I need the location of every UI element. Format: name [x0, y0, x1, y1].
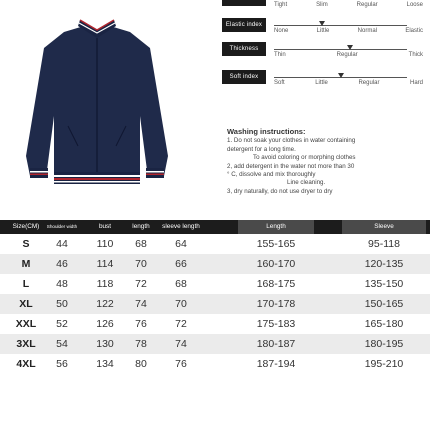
cell-length: 80	[135, 358, 147, 370]
cell-length: 78	[135, 338, 147, 350]
header-length: length	[132, 223, 150, 230]
cell-sleeve-length: 72	[175, 318, 187, 330]
index-scale-label: Loose	[406, 2, 423, 8]
table-row	[0, 334, 430, 354]
index-scale-label: Regular	[358, 80, 380, 86]
cell-size: XL	[19, 298, 33, 310]
index-scale-label: Soft	[274, 80, 285, 86]
cell-bust: 114	[96, 258, 114, 270]
cell-sleeve-length: 74	[175, 338, 187, 350]
index-scale-label: Slim	[316, 2, 328, 8]
header-shoulder: Shoulder width	[46, 224, 78, 229]
index-scale	[222, 42, 427, 66]
table-row	[0, 354, 430, 374]
cell-shoulder: 52	[56, 318, 68, 330]
cell-height: 155-165	[256, 238, 296, 250]
cell-bust: 110	[96, 238, 114, 250]
index-scale-label: Elastic	[405, 28, 423, 34]
cell-height: 180-187	[256, 338, 296, 350]
washing-line: 3, dry naturally, do not use dryer to dry	[227, 187, 333, 195]
cell-height: 187-194	[256, 358, 296, 370]
jacket-image	[22, 6, 172, 202]
cell-bust: 130	[96, 338, 114, 350]
index-scale-label: Tight	[274, 2, 288, 8]
index-scale-labels	[274, 28, 423, 34]
cell-arm: 165-180	[364, 318, 404, 330]
washing-line: 1. Do not soak your clothes in water containing	[227, 137, 356, 145]
cell-size: S	[22, 238, 30, 250]
size-table-body	[0, 234, 430, 374]
cell-arm: 150-165	[364, 298, 404, 310]
index-scale-label: Little	[315, 80, 328, 86]
header-sleeve-length: sleeve length	[162, 223, 200, 230]
washing-title: Washing instructions:	[227, 127, 306, 136]
cell-shoulder: 56	[56, 358, 68, 370]
cell-sleeve-length: 70	[175, 298, 187, 310]
cell-size: XXL	[15, 318, 37, 330]
cell-bust: 122	[96, 298, 114, 310]
cell-size: L	[22, 278, 30, 290]
index-scale	[222, 18, 427, 36]
cell-size: M	[21, 258, 31, 270]
index-scale-label: Thin	[274, 52, 286, 58]
index-scale-line	[274, 49, 407, 50]
cell-shoulder: 44	[56, 238, 68, 250]
table-row	[0, 254, 430, 274]
index-scale-label: Hard	[409, 80, 423, 86]
cell-shoulder: 50	[56, 298, 68, 310]
cell-bust: 126	[96, 318, 114, 330]
washing-instructions	[227, 128, 425, 196]
cell-sleeve-length: 68	[175, 278, 187, 290]
cell-length: 72	[135, 278, 147, 290]
index-scale-label: Regular	[336, 52, 358, 58]
cell-length: 76	[135, 318, 147, 330]
cell-arm: 135-150	[364, 278, 404, 290]
table-row	[0, 234, 430, 254]
washing-line: detergent for a long time.	[227, 145, 296, 153]
cell-shoulder: 54	[56, 338, 68, 350]
header-height: Length	[238, 220, 314, 234]
header-bust: bust	[98, 223, 112, 230]
cell-arm: 95-118	[368, 238, 400, 250]
cell-height: 175-183	[256, 318, 296, 330]
washing-line: 2, add detergent in the water not more than 30	[227, 162, 355, 170]
washing-line: To avoid coloring or morphing clothes	[253, 154, 356, 162]
index-scale-label: Regular	[356, 2, 378, 8]
index-scale	[222, 0, 427, 10]
index-scale-labels	[274, 2, 423, 8]
index-scale-tag	[222, 0, 266, 6]
index-scale-tag: Thickness index	[222, 42, 266, 56]
cell-bust: 118	[96, 278, 114, 290]
cell-length: 74	[135, 298, 147, 310]
index-marker-icon	[338, 73, 344, 78]
table-row	[0, 314, 430, 334]
index-marker-icon	[347, 45, 353, 50]
cell-sleeve-length: 76	[175, 358, 187, 370]
cell-arm: 180-195	[364, 338, 404, 350]
index-scale-tag: Elastic index	[222, 18, 266, 32]
cell-size: 4XL	[16, 358, 36, 370]
cell-length: 68	[135, 238, 147, 250]
index-scale	[222, 70, 427, 88]
table-row	[0, 294, 430, 314]
index-marker-icon	[319, 21, 325, 26]
cell-height: 170-178	[256, 298, 296, 310]
header-arm: Sleeve	[342, 220, 426, 234]
index-scale-label: Thick	[408, 52, 423, 58]
cell-length: 70	[135, 258, 147, 270]
index-scale-label: Little	[316, 28, 330, 34]
size-table-header	[0, 220, 430, 234]
cell-arm: 195-210	[364, 358, 404, 370]
header-size: Size(CM)	[12, 223, 40, 230]
index-scale-label: Normal	[357, 28, 377, 34]
index-scale-tag: Soft index	[222, 70, 266, 84]
index-scale-labels	[274, 52, 423, 58]
table-row	[0, 274, 430, 294]
size-table	[0, 220, 430, 374]
cell-shoulder: 48	[56, 278, 68, 290]
index-scale-label: None	[274, 28, 289, 34]
index-scale-line	[274, 25, 407, 26]
index-scale-labels	[274, 80, 423, 86]
cell-height: 160-170	[256, 258, 296, 270]
cell-size: 3XL	[16, 338, 36, 350]
washing-line: ° C, dissolve and mix thoroughly	[227, 171, 316, 179]
cell-bust: 134	[96, 358, 114, 370]
cell-arm: 120-135	[364, 258, 404, 270]
cell-sleeve-length: 64	[175, 238, 187, 250]
washing-line: Line cleaning.	[287, 179, 326, 187]
cell-height: 168-175	[256, 278, 296, 290]
cell-sleeve-length: 66	[175, 258, 187, 270]
cell-shoulder: 46	[56, 258, 68, 270]
